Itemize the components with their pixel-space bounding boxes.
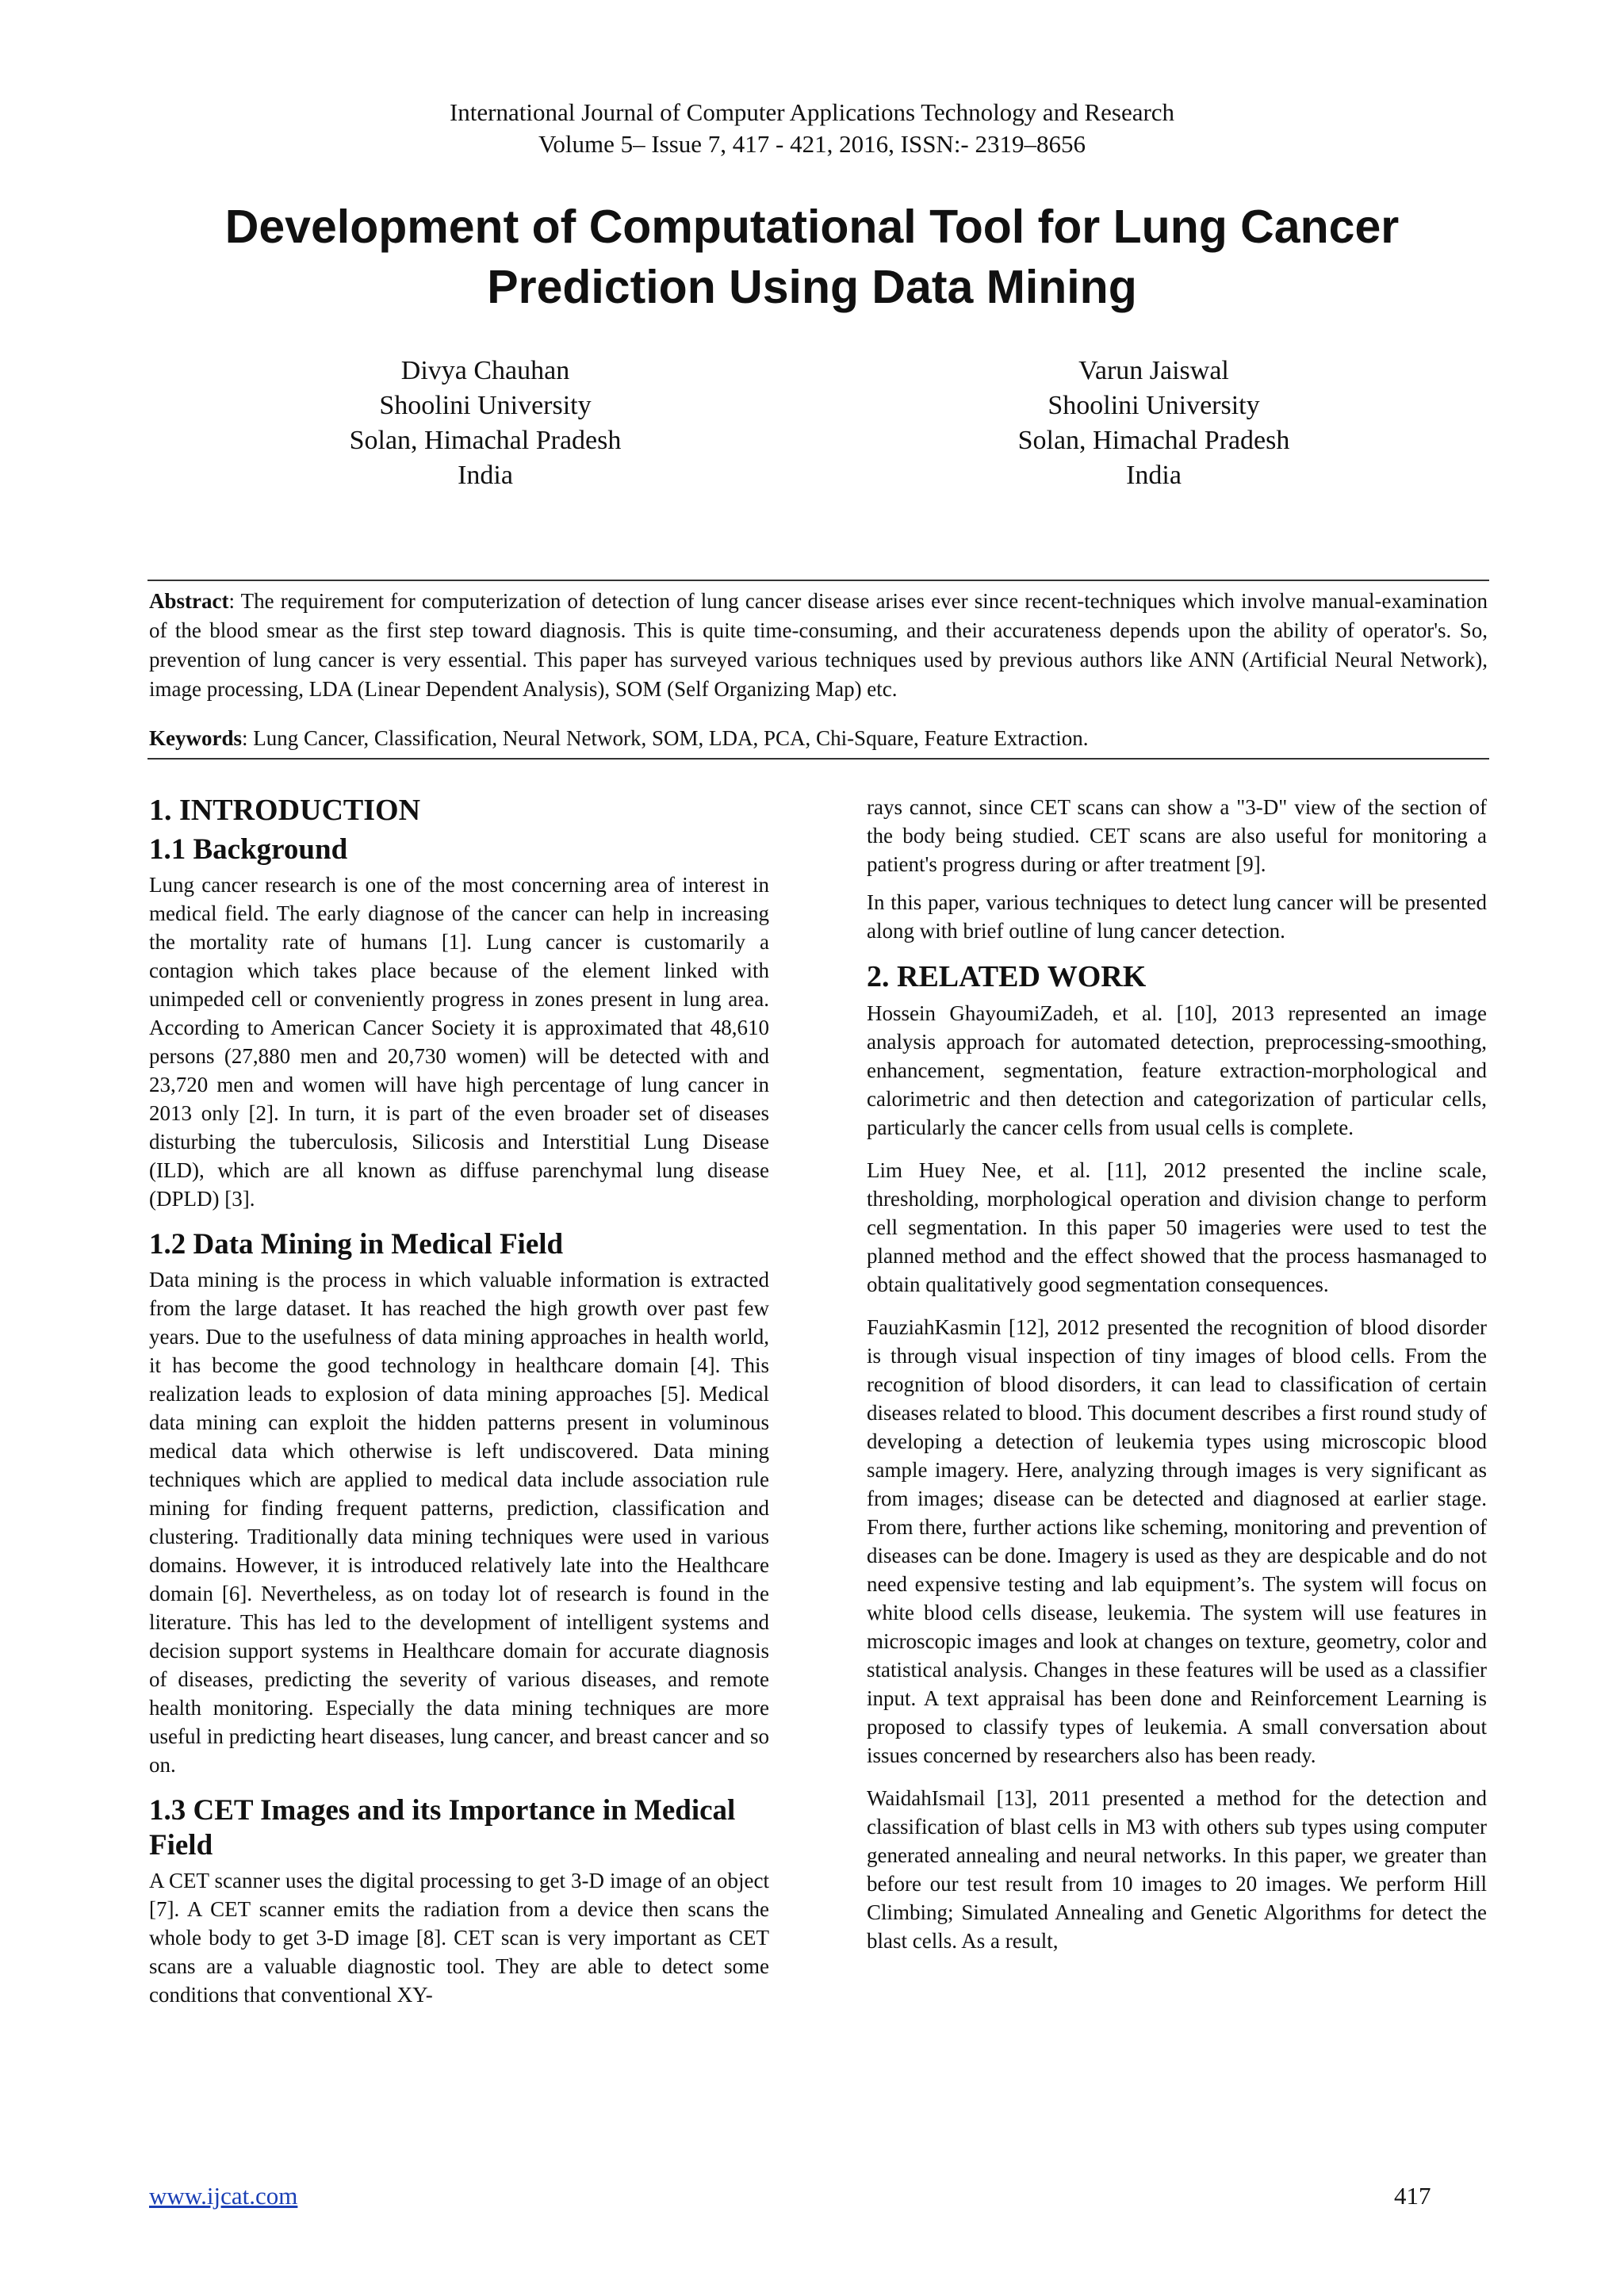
author-block xyxy=(263,354,707,493)
volume-info: Volume 5– Issue 7, 417 - 421, 2016, ISSN:- 2319–8656 xyxy=(538,130,1086,158)
author-country: India xyxy=(458,461,513,490)
subsection-heading-background: 1.1 Background xyxy=(149,833,348,866)
journal-name: International Journal of Computer Applications Technology and Research xyxy=(449,98,1175,126)
paragraph-related-4: WaidahIsmail [13], 2011 presented a method for the detection and classification of blast cells in M3 with others sub types using computer generated annealing and neural networks. In this paper, we greater than before our test result from 10 images to 20 images. We perform Hill Climbing; Simulated Annealing and Genetic Algorithms for detect the blast cells. As a result, xyxy=(867,1786,1487,1953)
paragraph-related-3: FauziahKasmin [12], 2012 presented the recognition of blood disorder is through visual inspection of tiny images of blood cells. From the recognition of blood disorders, it can lead to classification of certain diseases related to blood. This document describes a first round study of developing a detection of leukemia types using microscopic blood sample imagery. Here, analyzing through images is very significant as from images; disease can be detected and diagnosed at earlier stage. From there, further actions like scheming, monitoring and prevention of diseases can be done. Imagery is used as they are despicable and do not need expensive testing and lab equipment’s. The system will focus on white blood cells disease, leukemia. The system will use features in microscopic images and look at changes on texture, geometry, color and statistical analysis. Changes in these features will be used as a classifier input. A text appraisal has been done and Reinforcement Learning is proposed to classify types of leukemia. A small conversation about issues concerned by researchers also has been ready. xyxy=(867,1315,1487,1767)
abstract-text: : The requirement for computerization of detection of lung cancer disease arises ever since recent-techniques which involve manual-examination of the blood smear as the first step toward diagnosis. This is quite time-consuming, and their accurateness depends upon the ability of operator's. So, prevention of lung cancer is very essential. This paper has surveyed various techniques used by previous authors like ANN (Artificial Neural Network), image processing, LDA (Linear Dependent Analysis), SOM (Self Organizing Map) etc. xyxy=(149,589,1488,701)
subsection-heading-data-mining: 1.2 Data Mining in Medical Field xyxy=(149,1228,564,1261)
author-name: Varun Jaiswal xyxy=(1078,356,1229,385)
keywords xyxy=(149,724,1488,753)
author-location: Solan, Himachal Pradesh xyxy=(349,426,622,455)
abstract xyxy=(149,587,1488,704)
paragraph-related-1: Hossein GhayoumiZadeh, et al. [10], 2013 represented an image analysis approach for automated detection, preprocessing-smoothing, enhancement, segmentation, feature extraction-morphological and calorimetric and then detection and categorization of particular cells, particularly the cancer cells from usual cells is complete. xyxy=(867,1001,1487,1139)
author-location: Solan, Himachal Pradesh xyxy=(1017,426,1290,455)
paragraph-cet-continued: rays cannot, since CET scans can show a "3-D" view of the section of the body being studied. CET scans are also useful for monitoring a patient's progress during or after treatment [9]. xyxy=(867,795,1487,876)
author-country: India xyxy=(1126,461,1182,490)
page-number: 417 xyxy=(1394,2182,1431,2210)
journal-header xyxy=(0,97,1624,160)
author-name: Divya Chauhan xyxy=(400,356,570,385)
bottom-divider xyxy=(147,758,1489,760)
left-column xyxy=(149,793,769,2023)
subsection-heading-cet-images: 1.3 CET Images and its Importance in Medical Field xyxy=(149,1794,736,1862)
section-heading-introduction: 1. INTRODUCTION xyxy=(149,794,421,827)
paragraph-data-mining: Data mining is the process in which valuable information is extracted from the large dataset. It has reached the high growth over past few years. Due to the usefulness of data mining approaches in health world, it has become the good technology in healthcare domain [4]. This realization leads to explosion of data mining approaches [5]. Medical data mining can exploit the hidden patterns present in voluminous medical data which otherwise is left undiscovered. Data mining techniques which are applied to medical data include association rule mining for finding frequent patterns, prediction, classification and clustering. Traditionally data mining techniques were used in various domains. However, it is introduced relatively late into the Healthcare domain [6]. Nevertheless, as on today lot of research is found in the literature. This has led to the development of intelligent systems and decision support systems in Healthcare domain for accurate diagnosis of diseases, predicting the severity of various diseases, and remote health monitoring. Especially the data mining techniques are more useful in predicting heart diseases, lung cancer, and breast cancer and so on. xyxy=(149,1268,769,1777)
journal-website-link[interactable]: www.ijcat.com xyxy=(149,2182,298,2210)
paragraph-paper-scope: In this paper, various techniques to detect lung cancer will be presented along with brief outline of lung cancer detection. xyxy=(867,890,1487,943)
paragraph-background: Lung cancer research is one of the most concerning area of interest in medical field. The early diagnose of the cancer can help in increasing the mortality rate of humans [1]. Lung cancer is customarily a contagion which takes place because of the element linked with unimpeded cell or conveniently progress in zones present in lung area. According to American Cancer Society it is approximated that 48,610 persons (27,880 men and 20,730 women) will be detected with and 23,720 men and women will have high percentage of lung cancer in 2013 only [2]. In turn, it is part of the even broader set of diseases disturbing the tuberculosis, Silicosis and Interstitial Lung Disease (ILD), which are all known as diffuse parenchymal lung disease (DPLD) [3]. xyxy=(149,873,769,1211)
section-heading-related-work: 2. RELATED WORK xyxy=(867,960,1147,993)
top-divider xyxy=(147,580,1489,581)
paragraph-cet-images: A CET scanner uses the digital processing to get 3-D image of an object [7]. A CET scanner emits the radiation from a device then scans the whole body to get 3-D image [8]. CET scan is very important as CET scans are a valuable diagnostic tool. They are able to detect some conditions that conventional XY- xyxy=(149,1869,769,2007)
right-column xyxy=(867,793,1487,1969)
author-affiliation: Shoolini University xyxy=(1048,391,1260,420)
author-block xyxy=(932,354,1376,493)
keywords-label: Keywords xyxy=(149,726,242,750)
keywords-text: : Lung Cancer, Classification, Neural Network, SOM, LDA, PCA, Chi-Square, Feature Extraction. xyxy=(242,726,1089,750)
paragraph-related-2: Lim Huey Nee, et al. [11], 2012 presented the incline scale, thresholding, morphological operation and division change to perform cell segmentation. In this paper 50 imageries were used to test the planned method and the effect showed that the process hasmanaged to obtain qualitatively good segmentation consequences. xyxy=(867,1158,1487,1296)
abstract-label: Abstract xyxy=(149,589,229,613)
author-affiliation: Shoolini University xyxy=(379,391,592,420)
paper-title: Development of Computational Tool for Lung Cancer Prediction Using Data Mining xyxy=(224,201,1400,313)
